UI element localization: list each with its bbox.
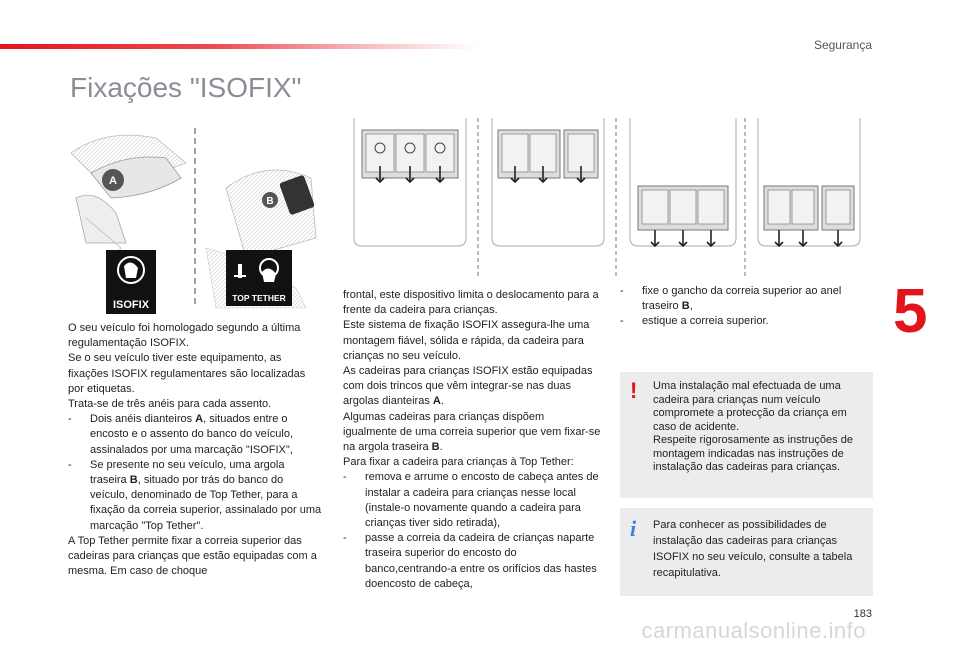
dash-marker: - xyxy=(68,458,72,471)
chapter-number: 5 xyxy=(893,277,928,346)
isofix-badge xyxy=(106,250,156,314)
labels-paragraph: Se o seu veículo tiver este equipamento, as fixações ISOFIX regulamentares são localizadas por etiquetas. xyxy=(68,352,306,395)
isofix-seat-illustration xyxy=(66,118,324,318)
column-1 xyxy=(68,321,324,579)
list-item: - fixe o gancho da correia superior ao anel traseiro B, xyxy=(620,285,842,313)
paragraph: Para fixar a cadeira para crianças à Top Tether: xyxy=(343,456,574,469)
list-item: - remova e arrume o encosto de cabeça antes de instalar a cadeira para crianças nesse local (instale-o novamente quando a cadeira para crianças tiver sido retirada), xyxy=(343,471,599,530)
list-item: - estique a correia superior. xyxy=(620,315,769,328)
info-icon: i xyxy=(630,516,637,541)
page-title: Fixações "ISOFIX" xyxy=(70,72,302,103)
label-b: B xyxy=(266,196,274,207)
seat-diagram-3 xyxy=(630,118,736,246)
seat-diagram-4 xyxy=(758,118,860,246)
list-item: - Se presente no seu veículo, uma argola traseira B, situado por trás do banco do veículo, denominado de Top Tether, para a fixação da correia superior, assinalado por uma marcação "Top Tether". xyxy=(68,458,324,534)
svg-text:TOP TETHER: TOP TETHER xyxy=(232,293,286,303)
warning-icon: ! xyxy=(630,378,638,403)
top-tether-paragraph: A Top Tether permite fixar a correia superior das cadeiras para crianças que estão equipadas com a mesma. Em caso de choque xyxy=(68,534,317,578)
paragraph: frontal, este dispositivo limita o deslocamento para a frente da cadeira para crianças. xyxy=(343,289,599,317)
label-a: A xyxy=(109,175,117,187)
intro-paragraph: O seu veículo foi homologado segundo a última regulamentação ISOFIX. xyxy=(68,322,301,350)
rings-paragraph: Trata-se de três anéis para cada assento. xyxy=(68,398,272,411)
page-number: 183 xyxy=(853,608,872,620)
column-2 xyxy=(343,288,601,592)
header-accent-bar xyxy=(0,44,480,49)
top-tether-badge xyxy=(226,250,292,306)
list-item: - passe a correia da cadeira de crianças naparte traseira superior do encosto do banco,centrando-a entre os orifícios das hastes doencosto de cabeça, xyxy=(343,532,597,590)
warning-text: Respeite rigorosamente as instruções de montagem indicadas nas instruções de instalação das cadeiras para crianças. xyxy=(653,434,853,473)
list-item: - Dois anéis dianteiros A, situados entre o encosto e o assento do banco do veículo, assinalados por uma marcação "ISOFIX", xyxy=(68,412,324,458)
info-box xyxy=(620,508,873,596)
warning-box xyxy=(620,372,873,498)
info-text: Para conhecer as possibilidades de instalação das cadeiras para crianças ISOFIX no seu veículo, consulte a tabela recapitulativa. xyxy=(653,519,853,579)
paragraph: As cadeiras para crianças ISOFIX estão equipadas com dois trincos que vêm integrar-se nas duas argolas dianteiras A. xyxy=(343,365,593,408)
dash-marker: - xyxy=(68,413,72,426)
seat-diagram-2 xyxy=(492,118,604,246)
section-title: Segurança xyxy=(813,38,872,52)
paragraph: Este sistema de fixação ISOFIX assegura-lhe uma montagem fiável, sólida e rápida, da cadeira para crianças no seu veículo. xyxy=(343,319,590,362)
seat-diagram-1 xyxy=(354,118,466,246)
watermark: carmanualsonline.info xyxy=(641,618,866,643)
warning-text: Uma instalação mal efectuada de uma cadeira para crianças num veículo compromete a protecção da criança em caso de acidente. xyxy=(653,380,847,433)
svg-text:ISOFIX: ISOFIX xyxy=(112,299,150,311)
paragraph: Algumas cadeiras para crianças dispõem igualmente de uma correia superior que vem fixar-se na argola traseira B. xyxy=(343,410,601,454)
isofix-ring-a xyxy=(102,169,124,191)
seat-layout-diagrams xyxy=(340,118,870,278)
column-3 xyxy=(620,284,870,330)
